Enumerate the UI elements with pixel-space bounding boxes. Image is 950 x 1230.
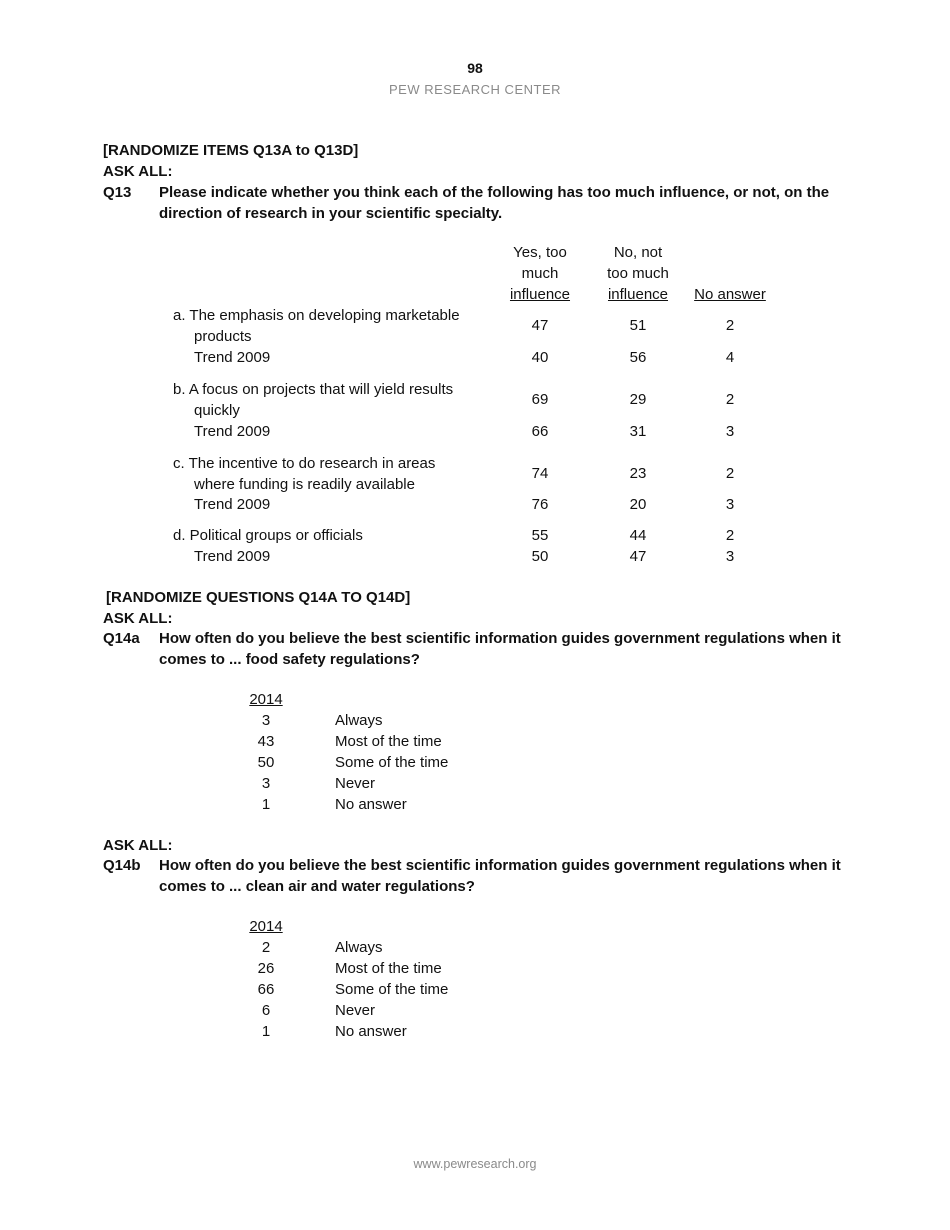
q14b-label: Q14b xyxy=(103,857,141,874)
q14-randomize-note: [RANDOMIZE QUESTIONS Q14A TO Q14D] xyxy=(106,589,411,606)
q13-a-yes: 47 xyxy=(531,317,549,334)
q13-a-trend-na: 4 xyxy=(725,349,735,366)
q13-item-b: b. A focus on projects that will yield results quickly xyxy=(173,381,454,419)
q13-d-na: 2 xyxy=(725,527,735,544)
q14a-label-some: Some of the time xyxy=(335,754,449,771)
q13-d-trend-yes: 50 xyxy=(531,548,549,565)
page-number: 98 xyxy=(467,60,483,76)
q14b-value-most: 26 xyxy=(257,960,275,977)
q13-item-a: a. The emphasis on developing marketable products xyxy=(173,307,460,345)
q14a-label-na: No answer xyxy=(335,796,407,813)
q13-randomize-note: [RANDOMIZE ITEMS Q13A to Q13D] xyxy=(103,142,359,159)
q14a-value-never: 3 xyxy=(261,775,271,792)
q14b-ask-all: ASK ALL: xyxy=(103,837,173,854)
q14a-label-always: Always xyxy=(335,712,383,729)
q14a-value-na: 1 xyxy=(261,796,271,813)
col-header-yes: Yes, too much influence xyxy=(509,244,571,303)
col-header-no: No, not too much influence xyxy=(607,244,669,303)
q14b-year-header: 2014 xyxy=(249,918,283,935)
q14a-question-text: How often do you believe the best scientific information guides government regulations when it comes to ... food safety regulations? xyxy=(159,630,841,668)
q14a-ask-all: ASK ALL: xyxy=(103,610,173,627)
q14b-value-always: 2 xyxy=(261,939,271,956)
q14b-value-some: 66 xyxy=(257,981,275,998)
q13-c-yes: 74 xyxy=(531,465,549,482)
q13-b-no: 29 xyxy=(629,391,647,408)
q13-b-yes: 69 xyxy=(531,391,549,408)
q13-item-c: c. The incentive to do research in areas where funding is readily available xyxy=(173,455,436,493)
q13-c-trend-yes: 76 xyxy=(531,496,549,513)
q13-question-text: Please indicate whether you think each of the following has too much influence, or not, on the direction of research in your scientific specialty. xyxy=(159,184,830,222)
q13-d-trend-no: 47 xyxy=(629,548,647,565)
q14a-label-never: Never xyxy=(335,775,376,792)
q13-item-d: d. Political groups or officials xyxy=(173,527,363,544)
q13-b-trend-no: 31 xyxy=(629,423,647,440)
q13-b-trend-yes: 66 xyxy=(531,423,549,440)
footer-url[interactable]: www.pewresearch.org xyxy=(413,1157,537,1171)
q14b-label-na: No answer xyxy=(335,1023,407,1040)
q13-b-trend-na: 3 xyxy=(725,423,735,440)
q13-d-yes: 55 xyxy=(531,527,549,544)
q13-a-trend-label: Trend 2009 xyxy=(194,349,271,366)
q13-ask-all: ASK ALL: xyxy=(103,163,173,180)
q13-d-trend-na: 3 xyxy=(725,548,735,565)
q13-c-trend-no: 20 xyxy=(629,496,647,513)
q14b-label-always: Always xyxy=(335,939,383,956)
q13-c-trend-label: Trend 2009 xyxy=(194,496,271,513)
q14b-question-text: How often do you believe the best scientific information guides government regulations when it comes to ... clean air and water regulations? xyxy=(159,857,841,895)
q13-a-na: 2 xyxy=(725,317,735,334)
q13-a-trend-yes: 40 xyxy=(531,349,549,366)
q13-d-trend-label: Trend 2009 xyxy=(194,548,271,565)
q13-a-no: 51 xyxy=(629,317,647,334)
q14b-label-some: Some of the time xyxy=(335,981,449,998)
q14b-value-never: 6 xyxy=(261,1002,271,1019)
q14a-value-most: 43 xyxy=(257,733,275,750)
q13-b-na: 2 xyxy=(725,391,735,408)
q14a-label: Q14a xyxy=(103,630,140,647)
q13-c-no: 23 xyxy=(629,465,647,482)
q13-c-na: 2 xyxy=(725,465,735,482)
q14a-label-most: Most of the time xyxy=(335,733,442,750)
q14b-label-never: Never xyxy=(335,1002,376,1019)
q14a-value-always: 3 xyxy=(261,712,271,729)
col-header-no-answer: No answer xyxy=(694,286,766,303)
q13-b-trend-label: Trend 2009 xyxy=(194,423,271,440)
q14a-year-header: 2014 xyxy=(249,691,283,708)
q13-c-trend-na: 3 xyxy=(725,496,735,513)
q14a-value-some: 50 xyxy=(257,754,275,771)
q14b-value-na: 1 xyxy=(261,1023,271,1040)
q13-a-trend-no: 56 xyxy=(629,349,647,366)
q13-d-no: 44 xyxy=(629,527,647,544)
q13-label: Q13 xyxy=(103,184,132,201)
q14b-label-most: Most of the time xyxy=(335,960,442,977)
org-name: PEW RESEARCH CENTER xyxy=(388,82,562,97)
